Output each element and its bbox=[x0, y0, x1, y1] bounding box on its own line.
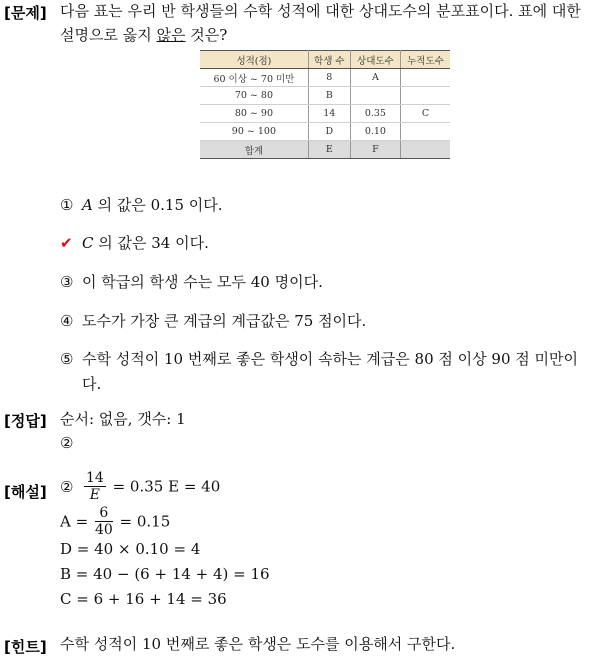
option-1[interactable] bbox=[60, 194, 223, 216]
option-number: ① bbox=[60, 196, 74, 214]
question-label: [문제] bbox=[4, 4, 47, 22]
table-cell: 60 이상 ~ 70 미만 bbox=[200, 69, 308, 87]
option-variable: C bbox=[82, 234, 94, 252]
option-text: 도수가 가장 큰 계급의 계급값은 75 점이다. bbox=[82, 312, 367, 330]
table-row bbox=[200, 105, 450, 123]
table-header-cell: 누적도수 bbox=[400, 51, 450, 69]
solution-eq1-tail: = 0.35 E = 40 bbox=[107, 477, 221, 496]
solution-label: [해설] bbox=[4, 483, 47, 501]
option-text: 수학 성적이 10 번째로 좋은 학생이 속하는 계급은 80 점 이상 90 점 미만이 bbox=[82, 350, 578, 368]
table-cell: B bbox=[308, 87, 350, 105]
table-cell: 8 bbox=[308, 69, 350, 87]
table-header-cell: 학생 수 bbox=[308, 51, 350, 69]
table-cell: E bbox=[308, 141, 350, 159]
table-cell: 14 bbox=[308, 105, 350, 123]
hint-text: 수학 성적이 10 번째로 좋은 학생은 도수를 이용해서 구한다. bbox=[60, 635, 456, 653]
solution-line3: D = 40 × 0.10 = 4 bbox=[60, 540, 201, 558]
option-2[interactable] bbox=[60, 232, 209, 254]
table-total-row bbox=[200, 141, 450, 159]
answer-line2: ② bbox=[60, 434, 74, 452]
table-header-row bbox=[200, 51, 450, 69]
checkmark-icon: ✔ bbox=[60, 234, 73, 252]
answer-label: [정답] bbox=[4, 412, 47, 430]
table-cell bbox=[400, 141, 450, 159]
question-line2-pre: 설명으로 옳지 bbox=[60, 26, 157, 44]
table-cell: C bbox=[400, 105, 450, 123]
fraction bbox=[84, 470, 106, 503]
answer-line1: 순서: 없음, 갯수: 1 bbox=[60, 410, 186, 428]
table-cell bbox=[400, 69, 450, 87]
option-number: ⑤ bbox=[60, 350, 74, 368]
table-cell: 합계 bbox=[200, 141, 308, 159]
table-cell: F bbox=[350, 141, 400, 159]
fraction-denominator: 40 bbox=[94, 522, 113, 538]
solution-line1 bbox=[60, 470, 220, 503]
question-text-line2 bbox=[60, 24, 227, 46]
question-line2-post: 것은? bbox=[185, 26, 228, 44]
table-cell: D bbox=[308, 123, 350, 141]
solution-line2-lhs: A = bbox=[60, 512, 93, 531]
option-number: ③ bbox=[60, 273, 74, 291]
hint-label: [힌트] bbox=[4, 638, 47, 656]
table-cell: 80 ~ 90 bbox=[200, 105, 308, 123]
option-4[interactable] bbox=[60, 310, 366, 332]
option-5-continuation: 다. bbox=[82, 375, 102, 393]
question-text-line1: 다음 표는 우리 반 학생들의 수학 성적에 대한 상대도수의 분포표이다. 표에 대한 bbox=[60, 2, 581, 20]
option-text: 이 학급의 학생 수는 모두 40 명이다. bbox=[82, 273, 323, 291]
option-text: 의 값은 0.15 이다. bbox=[92, 196, 223, 214]
fraction-denominator: E bbox=[89, 487, 101, 503]
table-cell: 90 ~ 100 bbox=[200, 123, 308, 141]
solution-line2 bbox=[60, 505, 170, 538]
question-underlined-word: 않은 bbox=[156, 26, 186, 44]
solution-line4: B = 40 − (6 + 14 + 4) = 16 bbox=[60, 565, 270, 583]
table-cell: 0.10 bbox=[350, 123, 400, 141]
fraction-numerator: 14 bbox=[86, 470, 104, 486]
fraction-numerator: 6 bbox=[95, 505, 113, 522]
frequency-table bbox=[200, 50, 450, 159]
option-variable: A bbox=[82, 196, 93, 214]
table-cell bbox=[350, 87, 400, 105]
table-header-cell: 상대도수 bbox=[350, 51, 400, 69]
solution-mark: ② bbox=[60, 477, 74, 496]
option-5[interactable] bbox=[60, 348, 578, 370]
table-cell bbox=[400, 87, 450, 105]
table-header-cell: 성적(점) bbox=[200, 51, 308, 69]
table-cell bbox=[400, 123, 450, 141]
table-cell: A bbox=[350, 69, 400, 87]
table-row bbox=[200, 87, 450, 105]
option-number: ④ bbox=[60, 312, 74, 330]
table-row bbox=[200, 69, 450, 87]
table-cell: 0.35 bbox=[350, 105, 400, 123]
solution-line5: C = 6 + 16 + 14 = 36 bbox=[60, 590, 227, 608]
option-3[interactable] bbox=[60, 271, 323, 293]
solution-line2-tail: = 0.15 bbox=[114, 512, 171, 531]
fraction bbox=[95, 505, 113, 538]
table-cell: 70 ~ 80 bbox=[200, 87, 308, 105]
table-row bbox=[200, 123, 450, 141]
option-text: 의 값은 34 이다. bbox=[93, 234, 209, 252]
